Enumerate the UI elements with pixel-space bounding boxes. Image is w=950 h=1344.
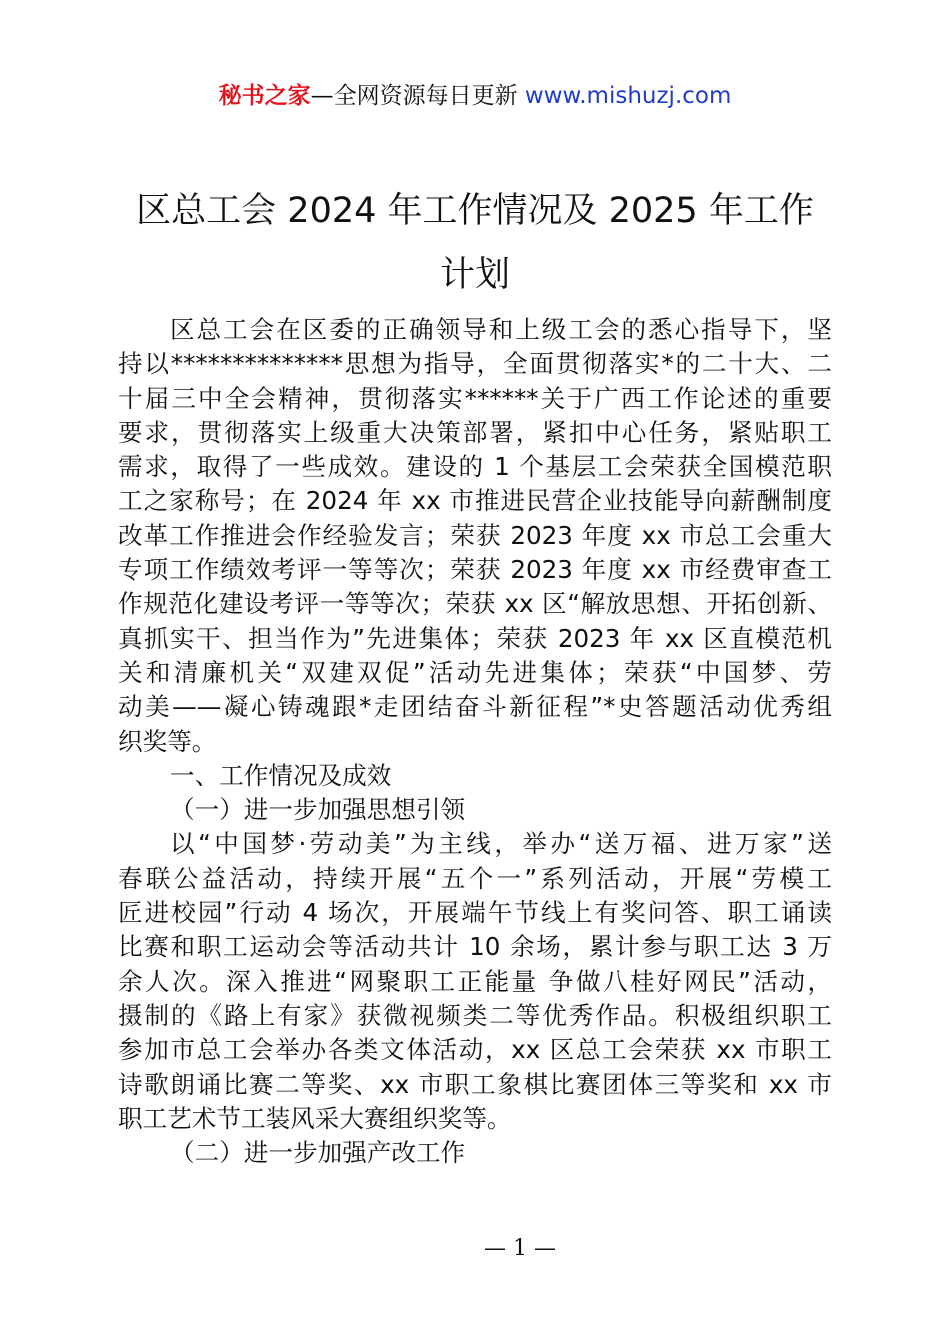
body-line: 持以**************思想为指导，全面贯彻落实*的二十大、二	[118, 349, 832, 379]
page-number: — 1 —	[484, 1236, 556, 1261]
body-line: 以“中国梦·劳动美”为主线，举办“送万福、进万家”送	[170, 829, 832, 859]
body-line: 比赛和职工运动会等活动共计 10 余场，累计参与职工达 3 万	[118, 932, 832, 962]
document-body	[118, 313, 832, 1170]
body-line: 春联公益活动，持续开展“五个一”系列活动，开展“劳模工	[118, 863, 832, 893]
header-tagline: —全网资源每日更新	[310, 83, 525, 109]
subsection-heading: （一）进一步加强思想引领	[170, 795, 466, 825]
body-line: 要求，贯彻落实上级重大决策部署，紧扣中心任务，紧贴职工	[118, 417, 832, 447]
site-header	[0, 80, 950, 112]
body-line: 参加市总工会举办各类文体活动，xx 区总工会荣获 xx 市职工	[118, 1035, 832, 1065]
body-line: 摄制的《路上有家》获微视频类二等优秀作品。积极组织职工	[118, 1000, 832, 1030]
subsection-heading: （二）进一步加强产改工作	[170, 1138, 466, 1168]
document-title-line-1: 区总工会 2024 年工作情况及 2025 年工作	[136, 191, 814, 231]
body-line: 区总工会在区委的正确领导和上级工会的悉心指导下，坚	[170, 315, 832, 344]
body-line: 动美——凝心铸魂跟*走团结奋斗新征程”*史答题活动优秀组	[118, 692, 832, 722]
body-line: 职工艺术节工装风采大赛组织奖等。	[118, 1103, 512, 1133]
body-line: 关和清廉机关“双建双促”活动先进集体；荣获“中国梦、劳	[118, 657, 832, 687]
body-line: 需求，取得了一些成效。建设的 1 个基层工会荣获全国模范职	[118, 452, 832, 482]
body-line: 匠进校园”行动 4 场次，开展端午节线上有奖问答、职工诵读	[118, 898, 832, 928]
body-line: 十届三中全会精神，贯彻落实******关于广西工作论述的重要	[118, 383, 832, 413]
body-line: 织奖等。	[118, 726, 217, 756]
header-url[interactable]: www.mishuzj.com	[524, 83, 732, 109]
body-line: 余人次。深入推进“网聚职工正能量 争做八桂好网民”活动，	[118, 966, 832, 996]
body-line: 专项工作绩效考评一等等次；荣获 2023 年度 xx 市经费审查工	[118, 555, 832, 585]
body-line: 真抓实干、担当作为”先进集体；荣获 2023 年 xx 区直模范机	[118, 623, 832, 653]
brand-name: 秘书之家	[218, 83, 311, 109]
body-line: 作规范化建设考评一等等次；荣获 xx 区“解放思想、开拓创新、	[118, 589, 832, 619]
body-line: 诗歌朗诵比赛二等奖、xx 市职工象棋比赛团体三等奖和 xx 市	[118, 1069, 832, 1099]
section-heading: 一、工作情况及成效	[170, 760, 392, 790]
body-line: 改革工作推进会作经验发言；荣获 2023 年度 xx 市总工会重大	[118, 520, 832, 550]
document-title-line-2: 计划	[439, 255, 510, 295]
body-line: 工之家称号；在 2024 年 xx 市推进民营企业技能导向薪酬制度	[118, 486, 832, 516]
